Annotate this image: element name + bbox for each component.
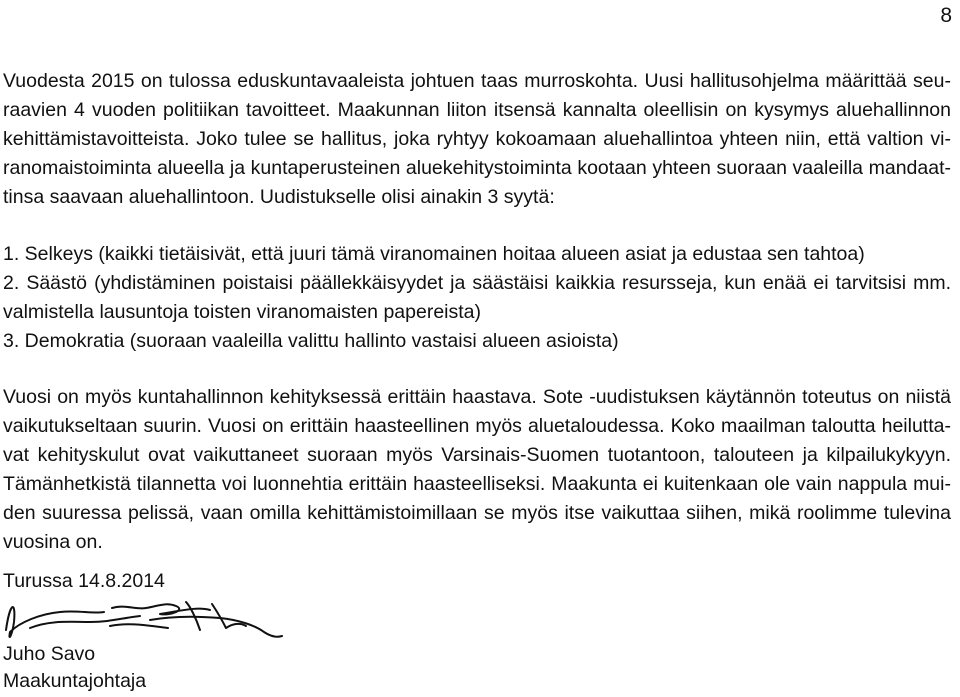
letter-body — [3, 67, 951, 557]
signer-name: Juho Savo — [3, 643, 96, 665]
list-item-2: 2. Säästö (yhdistäminen poistaisi päällekkäisyydet ja säästäisi kaikkia resursseja, kun enää ei tarvitsisi mm. valmistella lausuntoja toisten viranomaisten papereista) — [3, 272, 951, 323]
place-and-date: Turussa 14.8.2014 — [3, 570, 165, 592]
signer-title: Maakuntajohtaja — [3, 670, 147, 692]
outlook-paragraph: Vuosi on myös kuntahallinnon kehityksessä erittäin haastava. Sote -uudistuksen käytännön toteutus on niistä vaikutukseltaan suurin. Vuosi on erittäin haasteellinen myös aluetaloudessa. Koko maailman taloutta heiluttavat kehityskulut ovat vaikuttaneet suoraan myös Varsinais-Suomen tuotantoon, talouteen ja kilpailukykyyn. Tämänhetkistä tilannetta voi luonnehtia erittäin haasteelliseksi. Maakunta ei kuitenkaan ole vain nappula muiden suuressa pelissä, vaan omilla kehittämistoimillaan se myös itse vaikuttaa siihen, mikä roolimme tulevina vuosina on. — [3, 386, 951, 553]
reasons-list — [3, 240, 951, 356]
page-number: 8 — [940, 4, 952, 27]
list-item-1: 1. Selkeys (kaikki tietäisivät, että juuri tämä viranomainen hoitaa alueen asiat ja edustaa sen tahtoa) — [3, 243, 865, 265]
intro-paragraph: Vuodesta 2015 on tulossa eduskuntavaaleista johtuen taas murroskohta. Uusi hallitusohjelma määrittää seuraavien 4 vuoden politiikan tavoitteet. Maakunnan liiton itsensä kannalta oleellisin on kysymys aluehallinnon kehittämistavoitteista. Joko tulee se hallitus, joka ryhtyy kokoamaan aluehallintoa yhteen niin, että valtion viranomaistoiminta alueella ja kuntaperusteinen aluekehitystoiminta kootaan yhteen suoraan vaaleilla mandaattinsa saavaan aluehallintoon. Uudistukselle olisi ainakin 3 syytä: — [3, 70, 951, 208]
list-item-3: 3. Demokratia (suoraan vaaleilla valittu hallinto vastaisi alueen asioista) — [3, 330, 619, 352]
